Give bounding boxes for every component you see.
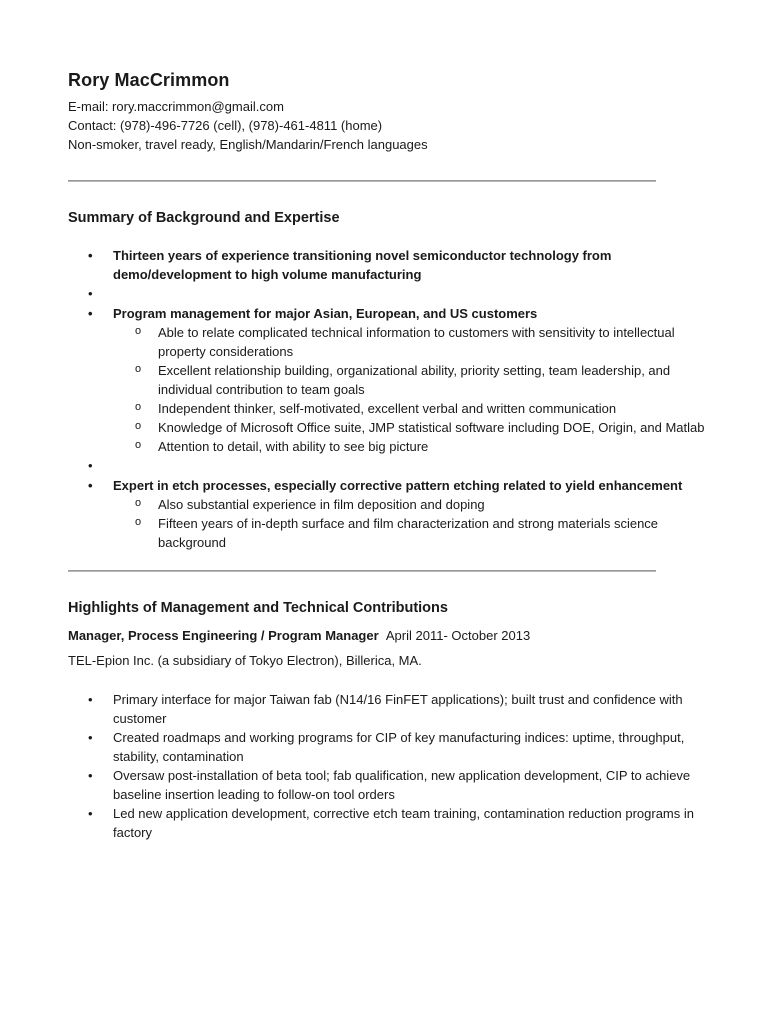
job-dates: April 2011- October 2013 [385, 628, 531, 643]
summary-subitem: o Also substantial experience in film deposition and doping [113, 495, 708, 514]
highlights-heading: Highlights of Management and Technical Contributions [68, 600, 448, 616]
summary-sublist [113, 323, 708, 456]
summary-item [68, 476, 708, 552]
job-title: Manager, Process Engineering / Program Manager [68, 628, 379, 643]
summary-item-text: Expert in etch processes, especially corrective pattern etching related to yield enhancement [113, 478, 683, 493]
candidate-name: Rory MacCrimmon [68, 70, 230, 90]
summary-subitem: o Excellent relationship building, organizational ability, priority setting, team leadership, and individual contribution to team goals [113, 361, 708, 399]
spacer [68, 284, 708, 304]
summary-subitem: o Knowledge of Microsoft Office suite, JMP statistical software including DOE, Origin, and Matlab [113, 418, 708, 437]
spacer [68, 456, 708, 476]
highlight-item: • Primary interface for major Taiwan fab (N14/16 FinFET applications); built trust and confidence with customer [68, 690, 708, 728]
resume-page [68, 70, 708, 842]
highlight-item: • Oversaw post-installation of beta tool; fab qualification, new application development, CIP to achieve baseline insertion leading to follow-on tool orders [68, 766, 708, 804]
summary-heading: Summary of Background and Expertise [68, 210, 340, 226]
summary-subitem: o Independent thinker, self-motivated, excellent verbal and written communication [113, 399, 708, 418]
company-line: TEL-Epion Inc. (a subsidiary of Tokyo Electron), Billerica, MA. [68, 653, 422, 668]
summary-subitem: o Attention to detail, with ability to see big picture [113, 437, 708, 456]
summary-subitem: o Able to relate complicated technical information to customers with sensitivity to intellectual property considerations [113, 323, 708, 361]
highlights-list [68, 690, 708, 842]
job-heading [68, 626, 708, 645]
summary-item-text: Program management for major Asian, European, and US customers [113, 306, 538, 321]
email-line: E-mail: rory.maccrimmon@gmail.com [68, 99, 284, 114]
summary-item [68, 304, 708, 456]
personal-line: Non-smoker, travel ready, English/Mandarin/French languages [68, 137, 428, 152]
highlight-item: • Led new application development, corrective etch team training, contamination reduction programs in factory [68, 804, 708, 842]
summary-item-text: Thirteen years of experience transitioning novel semiconductor technology from demo/development to high volume manufacturing [113, 248, 612, 282]
summary-sublist [113, 495, 708, 552]
summary-subitem: o Fifteen years of in-depth surface and film characterization and strong materials science background [113, 514, 708, 552]
summary-item [68, 246, 708, 284]
contact-line: Contact: (978)-496-7726 (cell), (978)-461-4811 (home) [68, 118, 383, 133]
highlight-item: • Created roadmaps and working programs for CIP of key manufacturing indices: uptime, throughput, stability, contamination [68, 728, 708, 766]
summary-list [68, 246, 708, 552]
